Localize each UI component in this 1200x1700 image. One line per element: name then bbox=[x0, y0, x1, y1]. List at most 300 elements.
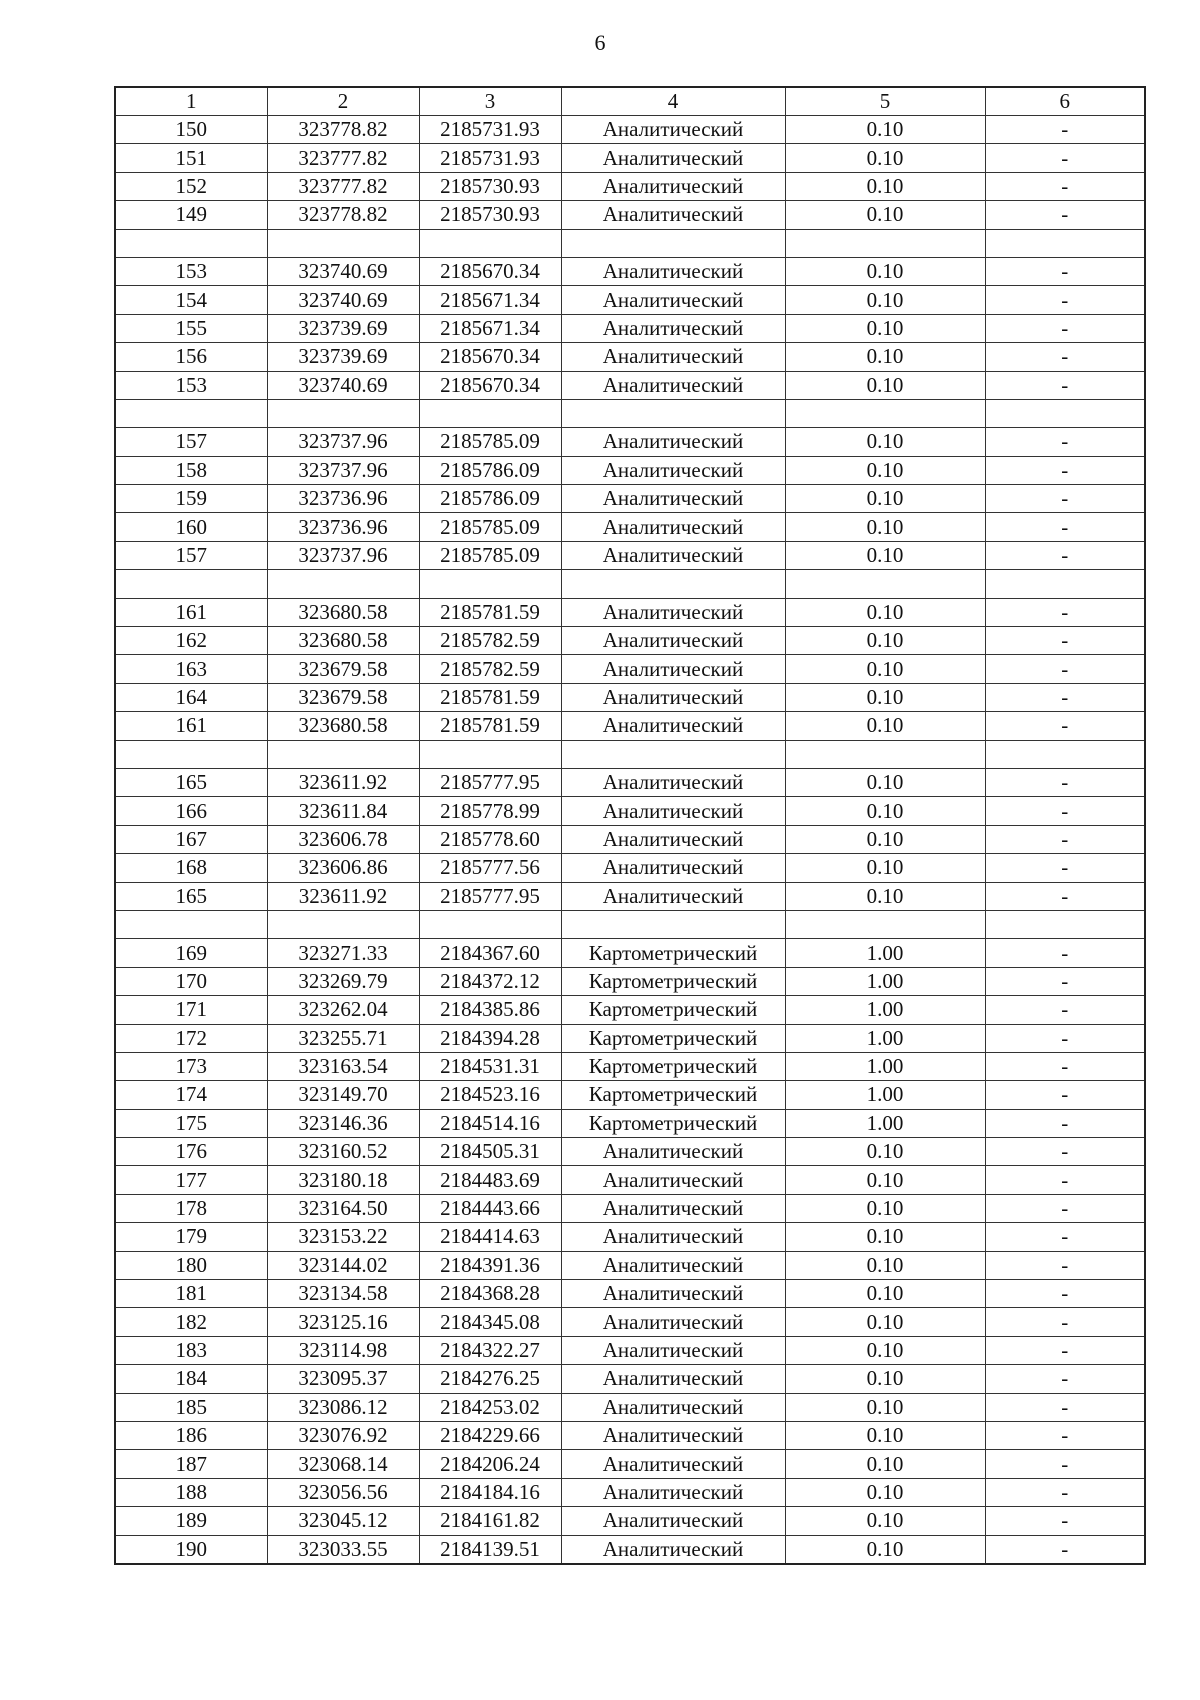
point-number-cell: 189 bbox=[115, 1507, 267, 1535]
table-row bbox=[115, 257, 1145, 285]
y-coordinate-cell: 2185777.95 bbox=[419, 882, 561, 910]
note-cell: - bbox=[985, 1138, 1145, 1166]
table-row bbox=[115, 627, 1145, 655]
x-coordinate-cell: 323153.22 bbox=[267, 1223, 419, 1251]
y-coordinate-cell: 2185730.93 bbox=[419, 201, 561, 229]
x-coordinate-cell: 323740.69 bbox=[267, 257, 419, 285]
table-row bbox=[115, 1194, 1145, 1222]
x-coordinate-cell: 323740.69 bbox=[267, 286, 419, 314]
point-number-cell: 190 bbox=[115, 1535, 267, 1564]
accuracy-cell: 0.10 bbox=[785, 882, 985, 910]
method-cell bbox=[561, 399, 785, 427]
method-cell: Аналитический bbox=[561, 314, 785, 342]
accuracy-cell: 0.10 bbox=[785, 257, 985, 285]
table-row bbox=[115, 172, 1145, 200]
accuracy-cell: 0.10 bbox=[785, 1393, 985, 1421]
table-row bbox=[115, 712, 1145, 740]
method-cell: Аналитический bbox=[561, 485, 785, 513]
table-row bbox=[115, 683, 1145, 711]
x-coordinate-cell: 323163.54 bbox=[267, 1052, 419, 1080]
note-cell bbox=[985, 229, 1145, 257]
x-coordinate-cell: 323271.33 bbox=[267, 939, 419, 967]
y-coordinate-cell bbox=[419, 910, 561, 938]
accuracy-cell: 0.10 bbox=[785, 314, 985, 342]
method-cell: Аналитический bbox=[561, 257, 785, 285]
x-coordinate-cell: 323777.82 bbox=[267, 144, 419, 172]
x-coordinate-cell: 323114.98 bbox=[267, 1336, 419, 1364]
y-coordinate-cell: 2185781.59 bbox=[419, 598, 561, 626]
x-coordinate-cell: 323679.58 bbox=[267, 655, 419, 683]
x-coordinate-cell: 323262.04 bbox=[267, 996, 419, 1024]
note-cell: - bbox=[985, 1507, 1145, 1535]
method-cell: Аналитический bbox=[561, 1450, 785, 1478]
x-coordinate-cell: 323739.69 bbox=[267, 314, 419, 342]
method-cell: Аналитический bbox=[561, 1365, 785, 1393]
note-cell: - bbox=[985, 1450, 1145, 1478]
table-row bbox=[115, 116, 1145, 144]
accuracy-cell: 0.10 bbox=[785, 768, 985, 796]
note-cell: - bbox=[985, 1336, 1145, 1364]
y-coordinate-cell: 2185781.59 bbox=[419, 712, 561, 740]
point-number-cell bbox=[115, 570, 267, 598]
table-row bbox=[115, 996, 1145, 1024]
note-cell: - bbox=[985, 1535, 1145, 1564]
accuracy-cell: 0.10 bbox=[785, 116, 985, 144]
method-cell: Картометрический bbox=[561, 1081, 785, 1109]
x-coordinate-cell: 323269.79 bbox=[267, 967, 419, 995]
method-cell: Аналитический bbox=[561, 428, 785, 456]
point-number-cell: 182 bbox=[115, 1308, 267, 1336]
table-row bbox=[115, 1109, 1145, 1137]
method-cell: Аналитический bbox=[561, 1138, 785, 1166]
y-coordinate-cell: 2184253.02 bbox=[419, 1393, 561, 1421]
accuracy-cell: 1.00 bbox=[785, 1081, 985, 1109]
note-cell bbox=[985, 910, 1145, 938]
accuracy-cell: 0.10 bbox=[785, 541, 985, 569]
method-cell: Аналитический bbox=[561, 144, 785, 172]
table-row bbox=[115, 1052, 1145, 1080]
note-cell: - bbox=[985, 1393, 1145, 1421]
table-row bbox=[115, 1535, 1145, 1564]
method-cell: Аналитический bbox=[561, 1535, 785, 1564]
note-cell: - bbox=[985, 314, 1145, 342]
x-coordinate-cell bbox=[267, 910, 419, 938]
x-coordinate-cell: 323740.69 bbox=[267, 371, 419, 399]
method-cell: Аналитический bbox=[561, 683, 785, 711]
table-row bbox=[115, 541, 1145, 569]
note-cell: - bbox=[985, 768, 1145, 796]
x-coordinate-cell bbox=[267, 740, 419, 768]
table-row bbox=[115, 456, 1145, 484]
y-coordinate-cell: 2185670.34 bbox=[419, 343, 561, 371]
table-row bbox=[115, 399, 1145, 427]
method-cell: Аналитический bbox=[561, 172, 785, 200]
point-number-cell: 184 bbox=[115, 1365, 267, 1393]
method-cell: Аналитический bbox=[561, 343, 785, 371]
table-row bbox=[115, 570, 1145, 598]
y-coordinate-cell: 2185731.93 bbox=[419, 144, 561, 172]
column-header-5: 5 bbox=[785, 87, 985, 116]
table-row bbox=[115, 740, 1145, 768]
note-cell: - bbox=[985, 257, 1145, 285]
y-coordinate-cell: 2184391.36 bbox=[419, 1251, 561, 1279]
point-number-cell: 183 bbox=[115, 1336, 267, 1364]
point-number-cell: 187 bbox=[115, 1450, 267, 1478]
method-cell: Аналитический bbox=[561, 1251, 785, 1279]
y-coordinate-cell: 2184514.16 bbox=[419, 1109, 561, 1137]
accuracy-cell: 1.00 bbox=[785, 967, 985, 995]
table-row bbox=[115, 428, 1145, 456]
point-number-cell: 158 bbox=[115, 456, 267, 484]
table-row bbox=[115, 768, 1145, 796]
note-cell bbox=[985, 570, 1145, 598]
table-row bbox=[115, 1421, 1145, 1449]
table-row bbox=[115, 144, 1145, 172]
accuracy-cell: 0.10 bbox=[785, 598, 985, 626]
accuracy-cell: 0.10 bbox=[785, 1308, 985, 1336]
method-cell: Аналитический bbox=[561, 627, 785, 655]
accuracy-cell: 0.10 bbox=[785, 1421, 985, 1449]
method-cell: Картометрический bbox=[561, 1024, 785, 1052]
x-coordinate-cell: 323736.96 bbox=[267, 485, 419, 513]
method-cell: Аналитический bbox=[561, 1223, 785, 1251]
x-coordinate-cell: 323777.82 bbox=[267, 172, 419, 200]
accuracy-cell: 0.10 bbox=[785, 712, 985, 740]
y-coordinate-cell: 2184414.63 bbox=[419, 1223, 561, 1251]
note-cell: - bbox=[985, 996, 1145, 1024]
x-coordinate-cell: 323611.92 bbox=[267, 768, 419, 796]
point-number-cell: 186 bbox=[115, 1421, 267, 1449]
point-number-cell: 161 bbox=[115, 598, 267, 626]
x-coordinate-cell: 323680.58 bbox=[267, 712, 419, 740]
method-cell: Аналитический bbox=[561, 655, 785, 683]
accuracy-cell: 1.00 bbox=[785, 1052, 985, 1080]
y-coordinate-cell: 2184139.51 bbox=[419, 1535, 561, 1564]
accuracy-cell: 0.10 bbox=[785, 371, 985, 399]
table-row bbox=[115, 1280, 1145, 1308]
y-coordinate-cell: 2184161.82 bbox=[419, 1507, 561, 1535]
x-coordinate-cell: 323739.69 bbox=[267, 343, 419, 371]
note-cell: - bbox=[985, 1024, 1145, 1052]
y-coordinate-cell: 2185785.09 bbox=[419, 513, 561, 541]
method-cell: Аналитический bbox=[561, 598, 785, 626]
note-cell: - bbox=[985, 598, 1145, 626]
table-row bbox=[115, 371, 1145, 399]
note-cell: - bbox=[985, 1109, 1145, 1137]
accuracy-cell: 0.10 bbox=[785, 1138, 985, 1166]
note-cell: - bbox=[985, 1052, 1145, 1080]
x-coordinate-cell: 323146.36 bbox=[267, 1109, 419, 1137]
x-coordinate-cell: 323255.71 bbox=[267, 1024, 419, 1052]
table-row bbox=[115, 1450, 1145, 1478]
x-coordinate-cell: 323180.18 bbox=[267, 1166, 419, 1194]
y-coordinate-cell: 2184276.25 bbox=[419, 1365, 561, 1393]
table-row bbox=[115, 1251, 1145, 1279]
y-coordinate-cell: 2185730.93 bbox=[419, 172, 561, 200]
point-number-cell: 154 bbox=[115, 286, 267, 314]
x-coordinate-cell bbox=[267, 229, 419, 257]
accuracy-cell: 0.10 bbox=[785, 513, 985, 541]
table-row bbox=[115, 1223, 1145, 1251]
column-header-4: 4 bbox=[561, 87, 785, 116]
table-row bbox=[115, 1393, 1145, 1421]
accuracy-cell: 0.10 bbox=[785, 1365, 985, 1393]
accuracy-cell: 0.10 bbox=[785, 1535, 985, 1564]
point-number-cell: 171 bbox=[115, 996, 267, 1024]
note-cell: - bbox=[985, 541, 1145, 569]
table-row bbox=[115, 314, 1145, 342]
note-cell: - bbox=[985, 683, 1145, 711]
column-header-6: 6 bbox=[985, 87, 1145, 116]
y-coordinate-cell: 2184394.28 bbox=[419, 1024, 561, 1052]
x-coordinate-cell: 323680.58 bbox=[267, 598, 419, 626]
point-number-cell: 161 bbox=[115, 712, 267, 740]
table-row bbox=[115, 1478, 1145, 1506]
accuracy-cell: 1.00 bbox=[785, 939, 985, 967]
x-coordinate-cell: 323737.96 bbox=[267, 456, 419, 484]
accuracy-cell: 1.00 bbox=[785, 1109, 985, 1137]
table-row bbox=[115, 343, 1145, 371]
note-cell: - bbox=[985, 1280, 1145, 1308]
y-coordinate-cell bbox=[419, 740, 561, 768]
y-coordinate-cell: 2185781.59 bbox=[419, 683, 561, 711]
accuracy-cell: 0.10 bbox=[785, 854, 985, 882]
y-coordinate-cell: 2184372.12 bbox=[419, 967, 561, 995]
x-coordinate-cell: 323149.70 bbox=[267, 1081, 419, 1109]
point-number-cell: 175 bbox=[115, 1109, 267, 1137]
accuracy-cell: 1.00 bbox=[785, 1024, 985, 1052]
accuracy-cell: 0.10 bbox=[785, 1280, 985, 1308]
y-coordinate-cell: 2184368.28 bbox=[419, 1280, 561, 1308]
method-cell: Аналитический bbox=[561, 854, 785, 882]
method-cell: Аналитический bbox=[561, 371, 785, 399]
method-cell: Аналитический bbox=[561, 768, 785, 796]
x-coordinate-cell: 323737.96 bbox=[267, 428, 419, 456]
x-coordinate-cell: 323076.92 bbox=[267, 1421, 419, 1449]
point-number-cell: 156 bbox=[115, 343, 267, 371]
point-number-cell: 163 bbox=[115, 655, 267, 683]
point-number-cell: 177 bbox=[115, 1166, 267, 1194]
note-cell: - bbox=[985, 201, 1145, 229]
x-coordinate-cell: 323134.58 bbox=[267, 1280, 419, 1308]
coordinates-table bbox=[114, 86, 1146, 1565]
y-coordinate-cell: 2184505.31 bbox=[419, 1138, 561, 1166]
table-row bbox=[115, 910, 1145, 938]
method-cell: Аналитический bbox=[561, 712, 785, 740]
accuracy-cell: 0.10 bbox=[785, 825, 985, 853]
accuracy-cell: 0.10 bbox=[785, 1336, 985, 1364]
y-coordinate-cell: 2185785.09 bbox=[419, 541, 561, 569]
x-coordinate-cell: 323144.02 bbox=[267, 1251, 419, 1279]
method-cell: Аналитический bbox=[561, 1393, 785, 1421]
point-number-cell bbox=[115, 399, 267, 427]
note-cell: - bbox=[985, 1081, 1145, 1109]
accuracy-cell: 0.10 bbox=[785, 428, 985, 456]
method-cell: Аналитический bbox=[561, 541, 785, 569]
note-cell: - bbox=[985, 116, 1145, 144]
accuracy-cell bbox=[785, 570, 985, 598]
point-number-cell: 165 bbox=[115, 768, 267, 796]
method-cell bbox=[561, 740, 785, 768]
table-row bbox=[115, 1365, 1145, 1393]
note-cell: - bbox=[985, 967, 1145, 995]
point-number-cell: 169 bbox=[115, 939, 267, 967]
method-cell: Аналитический bbox=[561, 1421, 785, 1449]
y-coordinate-cell: 2184523.16 bbox=[419, 1081, 561, 1109]
y-coordinate-cell: 2185786.09 bbox=[419, 456, 561, 484]
method-cell: Аналитический bbox=[561, 1194, 785, 1222]
point-number-cell: 188 bbox=[115, 1478, 267, 1506]
note-cell: - bbox=[985, 655, 1145, 683]
method-cell bbox=[561, 570, 785, 598]
y-coordinate-cell: 2185671.34 bbox=[419, 314, 561, 342]
y-coordinate-cell: 2185782.59 bbox=[419, 627, 561, 655]
method-cell: Аналитический bbox=[561, 513, 785, 541]
point-number-cell bbox=[115, 740, 267, 768]
point-number-cell: 153 bbox=[115, 257, 267, 285]
method-cell: Картометрический bbox=[561, 967, 785, 995]
point-number-cell: 185 bbox=[115, 1393, 267, 1421]
y-coordinate-cell: 2184345.08 bbox=[419, 1308, 561, 1336]
method-cell: Картометрический bbox=[561, 1052, 785, 1080]
method-cell: Аналитический bbox=[561, 1507, 785, 1535]
x-coordinate-cell: 323679.58 bbox=[267, 683, 419, 711]
point-number-cell: 152 bbox=[115, 172, 267, 200]
method-cell: Аналитический bbox=[561, 1336, 785, 1364]
x-coordinate-cell: 323736.96 bbox=[267, 513, 419, 541]
x-coordinate-cell bbox=[267, 570, 419, 598]
note-cell bbox=[985, 740, 1145, 768]
point-number-cell: 170 bbox=[115, 967, 267, 995]
note-cell: - bbox=[985, 343, 1145, 371]
note-cell: - bbox=[985, 1421, 1145, 1449]
accuracy-cell: 0.10 bbox=[785, 172, 985, 200]
method-cell: Картометрический bbox=[561, 939, 785, 967]
y-coordinate-cell: 2184184.16 bbox=[419, 1478, 561, 1506]
method-cell: Картометрический bbox=[561, 1109, 785, 1137]
x-coordinate-cell: 323606.86 bbox=[267, 854, 419, 882]
x-coordinate-cell: 323160.52 bbox=[267, 1138, 419, 1166]
note-cell: - bbox=[985, 1194, 1145, 1222]
point-number-cell: 151 bbox=[115, 144, 267, 172]
x-coordinate-cell: 323095.37 bbox=[267, 1365, 419, 1393]
point-number-cell: 155 bbox=[115, 314, 267, 342]
table-row bbox=[115, 1308, 1145, 1336]
table-row bbox=[115, 797, 1145, 825]
note-cell: - bbox=[985, 712, 1145, 740]
note-cell: - bbox=[985, 1308, 1145, 1336]
note-cell: - bbox=[985, 485, 1145, 513]
note-cell: - bbox=[985, 428, 1145, 456]
method-cell: Аналитический bbox=[561, 456, 785, 484]
note-cell bbox=[985, 399, 1145, 427]
method-cell: Аналитический bbox=[561, 1308, 785, 1336]
note-cell: - bbox=[985, 825, 1145, 853]
note-cell: - bbox=[985, 1223, 1145, 1251]
point-number-cell bbox=[115, 229, 267, 257]
accuracy-cell: 0.10 bbox=[785, 1251, 985, 1279]
x-coordinate-cell: 323778.82 bbox=[267, 116, 419, 144]
method-cell bbox=[561, 910, 785, 938]
y-coordinate-cell: 2184367.60 bbox=[419, 939, 561, 967]
table-row bbox=[115, 201, 1145, 229]
table-row bbox=[115, 825, 1145, 853]
y-coordinate-cell: 2185786.09 bbox=[419, 485, 561, 513]
note-cell: - bbox=[985, 939, 1145, 967]
accuracy-cell bbox=[785, 910, 985, 938]
point-number-cell: 168 bbox=[115, 854, 267, 882]
y-coordinate-cell: 2185671.34 bbox=[419, 286, 561, 314]
point-number-cell: 172 bbox=[115, 1024, 267, 1052]
accuracy-cell: 0.10 bbox=[785, 627, 985, 655]
accuracy-cell: 0.10 bbox=[785, 797, 985, 825]
x-coordinate-cell: 323056.56 bbox=[267, 1478, 419, 1506]
y-coordinate-cell: 2185777.56 bbox=[419, 854, 561, 882]
accuracy-cell: 0.10 bbox=[785, 485, 985, 513]
note-cell: - bbox=[985, 854, 1145, 882]
point-number-cell: 176 bbox=[115, 1138, 267, 1166]
y-coordinate-cell: 2185785.09 bbox=[419, 428, 561, 456]
point-number-cell: 157 bbox=[115, 541, 267, 569]
table-row bbox=[115, 229, 1145, 257]
accuracy-cell: 0.10 bbox=[785, 456, 985, 484]
point-number-cell: 164 bbox=[115, 683, 267, 711]
note-cell: - bbox=[985, 371, 1145, 399]
point-number-cell: 162 bbox=[115, 627, 267, 655]
table-row bbox=[115, 655, 1145, 683]
note-cell: - bbox=[985, 456, 1145, 484]
accuracy-cell: 0.10 bbox=[785, 144, 985, 172]
table-row bbox=[115, 485, 1145, 513]
accuracy-cell: 0.10 bbox=[785, 655, 985, 683]
point-number-cell bbox=[115, 910, 267, 938]
method-cell: Аналитический bbox=[561, 1166, 785, 1194]
y-coordinate-cell: 2184322.27 bbox=[419, 1336, 561, 1364]
y-coordinate-cell: 2184229.66 bbox=[419, 1421, 561, 1449]
x-coordinate-cell: 323778.82 bbox=[267, 201, 419, 229]
method-cell bbox=[561, 229, 785, 257]
table-row bbox=[115, 1166, 1145, 1194]
x-coordinate-cell: 323611.92 bbox=[267, 882, 419, 910]
page-number: 6 bbox=[594, 30, 606, 55]
method-cell: Аналитический bbox=[561, 116, 785, 144]
accuracy-cell: 0.10 bbox=[785, 201, 985, 229]
x-coordinate-cell bbox=[267, 399, 419, 427]
table-row bbox=[115, 1138, 1145, 1166]
point-number-cell: 165 bbox=[115, 882, 267, 910]
table-row bbox=[115, 1507, 1145, 1535]
accuracy-cell bbox=[785, 229, 985, 257]
point-number-cell: 180 bbox=[115, 1251, 267, 1279]
point-number-cell: 178 bbox=[115, 1194, 267, 1222]
point-number-cell: 160 bbox=[115, 513, 267, 541]
point-number-cell: 149 bbox=[115, 201, 267, 229]
y-coordinate-cell: 2185778.60 bbox=[419, 825, 561, 853]
accuracy-cell bbox=[785, 399, 985, 427]
point-number-cell: 179 bbox=[115, 1223, 267, 1251]
table-body bbox=[115, 116, 1145, 1564]
point-number-cell: 166 bbox=[115, 797, 267, 825]
note-cell: - bbox=[985, 1365, 1145, 1393]
method-cell: Аналитический bbox=[561, 1280, 785, 1308]
note-cell: - bbox=[985, 172, 1145, 200]
method-cell: Аналитический bbox=[561, 797, 785, 825]
method-cell: Аналитический bbox=[561, 286, 785, 314]
table-row bbox=[115, 854, 1145, 882]
note-cell: - bbox=[985, 286, 1145, 314]
y-coordinate-cell: 2184206.24 bbox=[419, 1450, 561, 1478]
table-row bbox=[115, 882, 1145, 910]
